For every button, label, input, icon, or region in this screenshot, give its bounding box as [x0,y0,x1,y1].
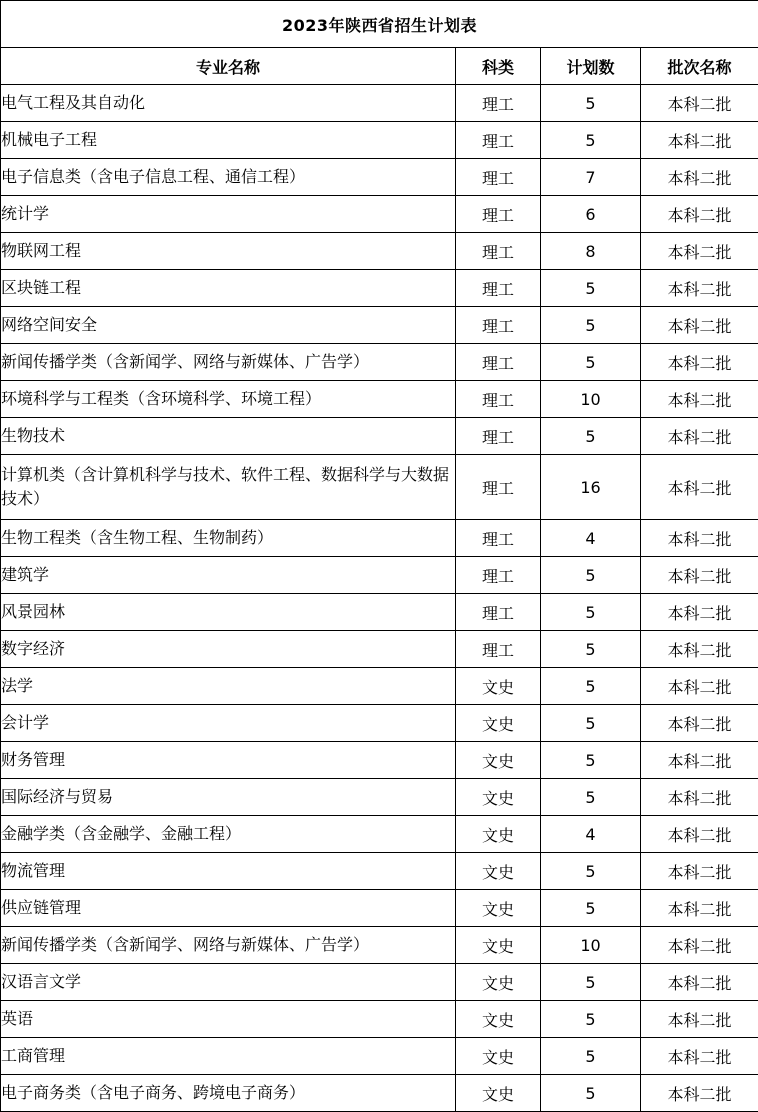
major-cell: 建筑学 [1,557,456,594]
major-cell: 金融学类（含金融学、金融工程） [1,816,456,853]
category-cell: 文史 [456,964,541,1001]
plan-count-cell: 5 [541,631,641,668]
plan-count-cell: 5 [541,1075,641,1112]
batch-cell: 本科二批 [641,307,758,344]
batch-cell: 本科二批 [641,1001,758,1038]
category-cell: 理工 [456,557,541,594]
plan-count-cell: 5 [541,964,641,1001]
batch-cell: 本科二批 [641,742,758,779]
column-header-major: 专业名称 [1,48,456,85]
major-cell: 电子商务类（含电子商务、跨境电子商务） [1,1075,456,1112]
category-cell: 理工 [456,233,541,270]
table-row [1,668,758,705]
category-cell: 理工 [456,159,541,196]
plan-count-cell: 5 [541,890,641,927]
category-cell: 理工 [456,344,541,381]
table-row [1,779,758,816]
table-row [1,890,758,927]
batch-cell: 本科二批 [641,159,758,196]
plan-count-cell: 5 [541,668,641,705]
batch-cell: 本科二批 [641,418,758,455]
plan-count-cell: 5 [541,1001,641,1038]
batch-cell: 本科二批 [641,122,758,159]
column-header-category: 科类 [456,48,541,85]
plan-count-cell: 5 [541,85,641,122]
plan-count-cell: 5 [541,270,641,307]
category-cell: 文史 [456,853,541,890]
category-cell: 文史 [456,890,541,927]
major-cell: 统计学 [1,196,456,233]
plan-count-cell: 5 [541,594,641,631]
table-row [1,594,758,631]
table-row [1,964,758,1001]
batch-cell: 本科二批 [641,816,758,853]
batch-cell: 本科二批 [641,381,758,418]
category-cell: 文史 [456,1038,541,1075]
major-cell: 新闻传播学类（含新闻学、网络与新媒体、广告学） [1,344,456,381]
table-body [1,85,758,1112]
column-header-plan: 计划数 [541,48,641,85]
major-cell: 生物工程类（含生物工程、生物制药） [1,520,456,557]
batch-cell: 本科二批 [641,705,758,742]
batch-cell: 本科二批 [641,344,758,381]
column-header-batch: 批次名称 [641,48,758,85]
major-cell: 财务管理 [1,742,456,779]
major-cell: 机械电子工程 [1,122,456,159]
batch-cell: 本科二批 [641,964,758,1001]
plan-count-cell: 5 [541,122,641,159]
batch-cell: 本科二批 [641,270,758,307]
plan-count-cell: 16 [541,455,641,520]
category-cell: 理工 [456,520,541,557]
plan-count-cell: 5 [541,779,641,816]
batch-cell: 本科二批 [641,631,758,668]
major-cell: 网络空间安全 [1,307,456,344]
category-cell: 理工 [456,381,541,418]
category-cell: 文史 [456,816,541,853]
major-cell: 数字经济 [1,631,456,668]
batch-cell: 本科二批 [641,233,758,270]
plan-count-cell: 5 [541,853,641,890]
major-cell: 风景园林 [1,594,456,631]
category-cell: 理工 [456,270,541,307]
category-cell: 文史 [456,705,541,742]
table-row [1,233,758,270]
batch-cell: 本科二批 [641,779,758,816]
table-row [1,1075,758,1112]
category-cell: 理工 [456,594,541,631]
batch-cell: 本科二批 [641,853,758,890]
batch-cell: 本科二批 [641,668,758,705]
table-row [1,853,758,890]
table-title: 2023年陕西省招生计划表 [1,1,758,48]
plan-count-cell: 6 [541,196,641,233]
batch-cell: 本科二批 [641,557,758,594]
table-row [1,455,758,520]
table-row [1,159,758,196]
table-row [1,1038,758,1075]
batch-cell: 本科二批 [641,196,758,233]
plan-count-cell: 5 [541,307,641,344]
plan-count-cell: 5 [541,418,641,455]
header-row [1,48,758,85]
table-row [1,196,758,233]
table-row [1,557,758,594]
category-cell: 文史 [456,927,541,964]
major-cell: 汉语言文学 [1,964,456,1001]
table-row [1,742,758,779]
table-row [1,85,758,122]
plan-count-cell: 10 [541,927,641,964]
major-cell: 会计学 [1,705,456,742]
category-cell: 理工 [456,85,541,122]
major-cell: 区块链工程 [1,270,456,307]
table-row [1,631,758,668]
plan-count-cell: 5 [541,557,641,594]
table-row [1,418,758,455]
table-row [1,816,758,853]
major-cell: 计算机类（含计算机科学与技术、软件工程、数据科学与大数据技术） [1,455,456,520]
plan-count-cell: 5 [541,1038,641,1075]
table-row [1,307,758,344]
major-cell: 生物技术 [1,418,456,455]
category-cell: 文史 [456,668,541,705]
table-row [1,381,758,418]
category-cell: 文史 [456,779,541,816]
major-cell: 工商管理 [1,1038,456,1075]
table-row [1,705,758,742]
major-cell: 国际经济与贸易 [1,779,456,816]
batch-cell: 本科二批 [641,455,758,520]
plan-count-cell: 5 [541,742,641,779]
category-cell: 理工 [456,307,541,344]
plan-count-cell: 10 [541,381,641,418]
plan-count-cell: 7 [541,159,641,196]
table-row [1,122,758,159]
category-cell: 文史 [456,1075,541,1112]
major-cell: 供应链管理 [1,890,456,927]
plan-count-cell: 4 [541,816,641,853]
category-cell: 理工 [456,196,541,233]
plan-count-cell: 4 [541,520,641,557]
major-cell: 英语 [1,1001,456,1038]
category-cell: 理工 [456,122,541,159]
batch-cell: 本科二批 [641,594,758,631]
title-row [1,1,758,48]
plan-count-cell: 5 [541,705,641,742]
plan-count-cell: 8 [541,233,641,270]
batch-cell: 本科二批 [641,1038,758,1075]
table-row [1,520,758,557]
batch-cell: 本科二批 [641,927,758,964]
category-cell: 文史 [456,1001,541,1038]
batch-cell: 本科二批 [641,520,758,557]
category-cell: 文史 [456,742,541,779]
table-row [1,927,758,964]
major-cell: 新闻传播学类（含新闻学、网络与新媒体、广告学） [1,927,456,964]
table-row [1,344,758,381]
major-cell: 电子信息类（含电子信息工程、通信工程） [1,159,456,196]
table-row [1,270,758,307]
major-cell: 电气工程及其自动化 [1,85,456,122]
batch-cell: 本科二批 [641,85,758,122]
category-cell: 理工 [456,455,541,520]
major-cell: 法学 [1,668,456,705]
batch-cell: 本科二批 [641,890,758,927]
category-cell: 理工 [456,631,541,668]
major-cell: 物流管理 [1,853,456,890]
plan-count-cell: 5 [541,344,641,381]
major-cell: 环境科学与工程类（含环境科学、环境工程） [1,381,456,418]
table-row [1,1001,758,1038]
category-cell: 理工 [456,418,541,455]
batch-cell: 本科二批 [641,1075,758,1112]
major-cell: 物联网工程 [1,233,456,270]
